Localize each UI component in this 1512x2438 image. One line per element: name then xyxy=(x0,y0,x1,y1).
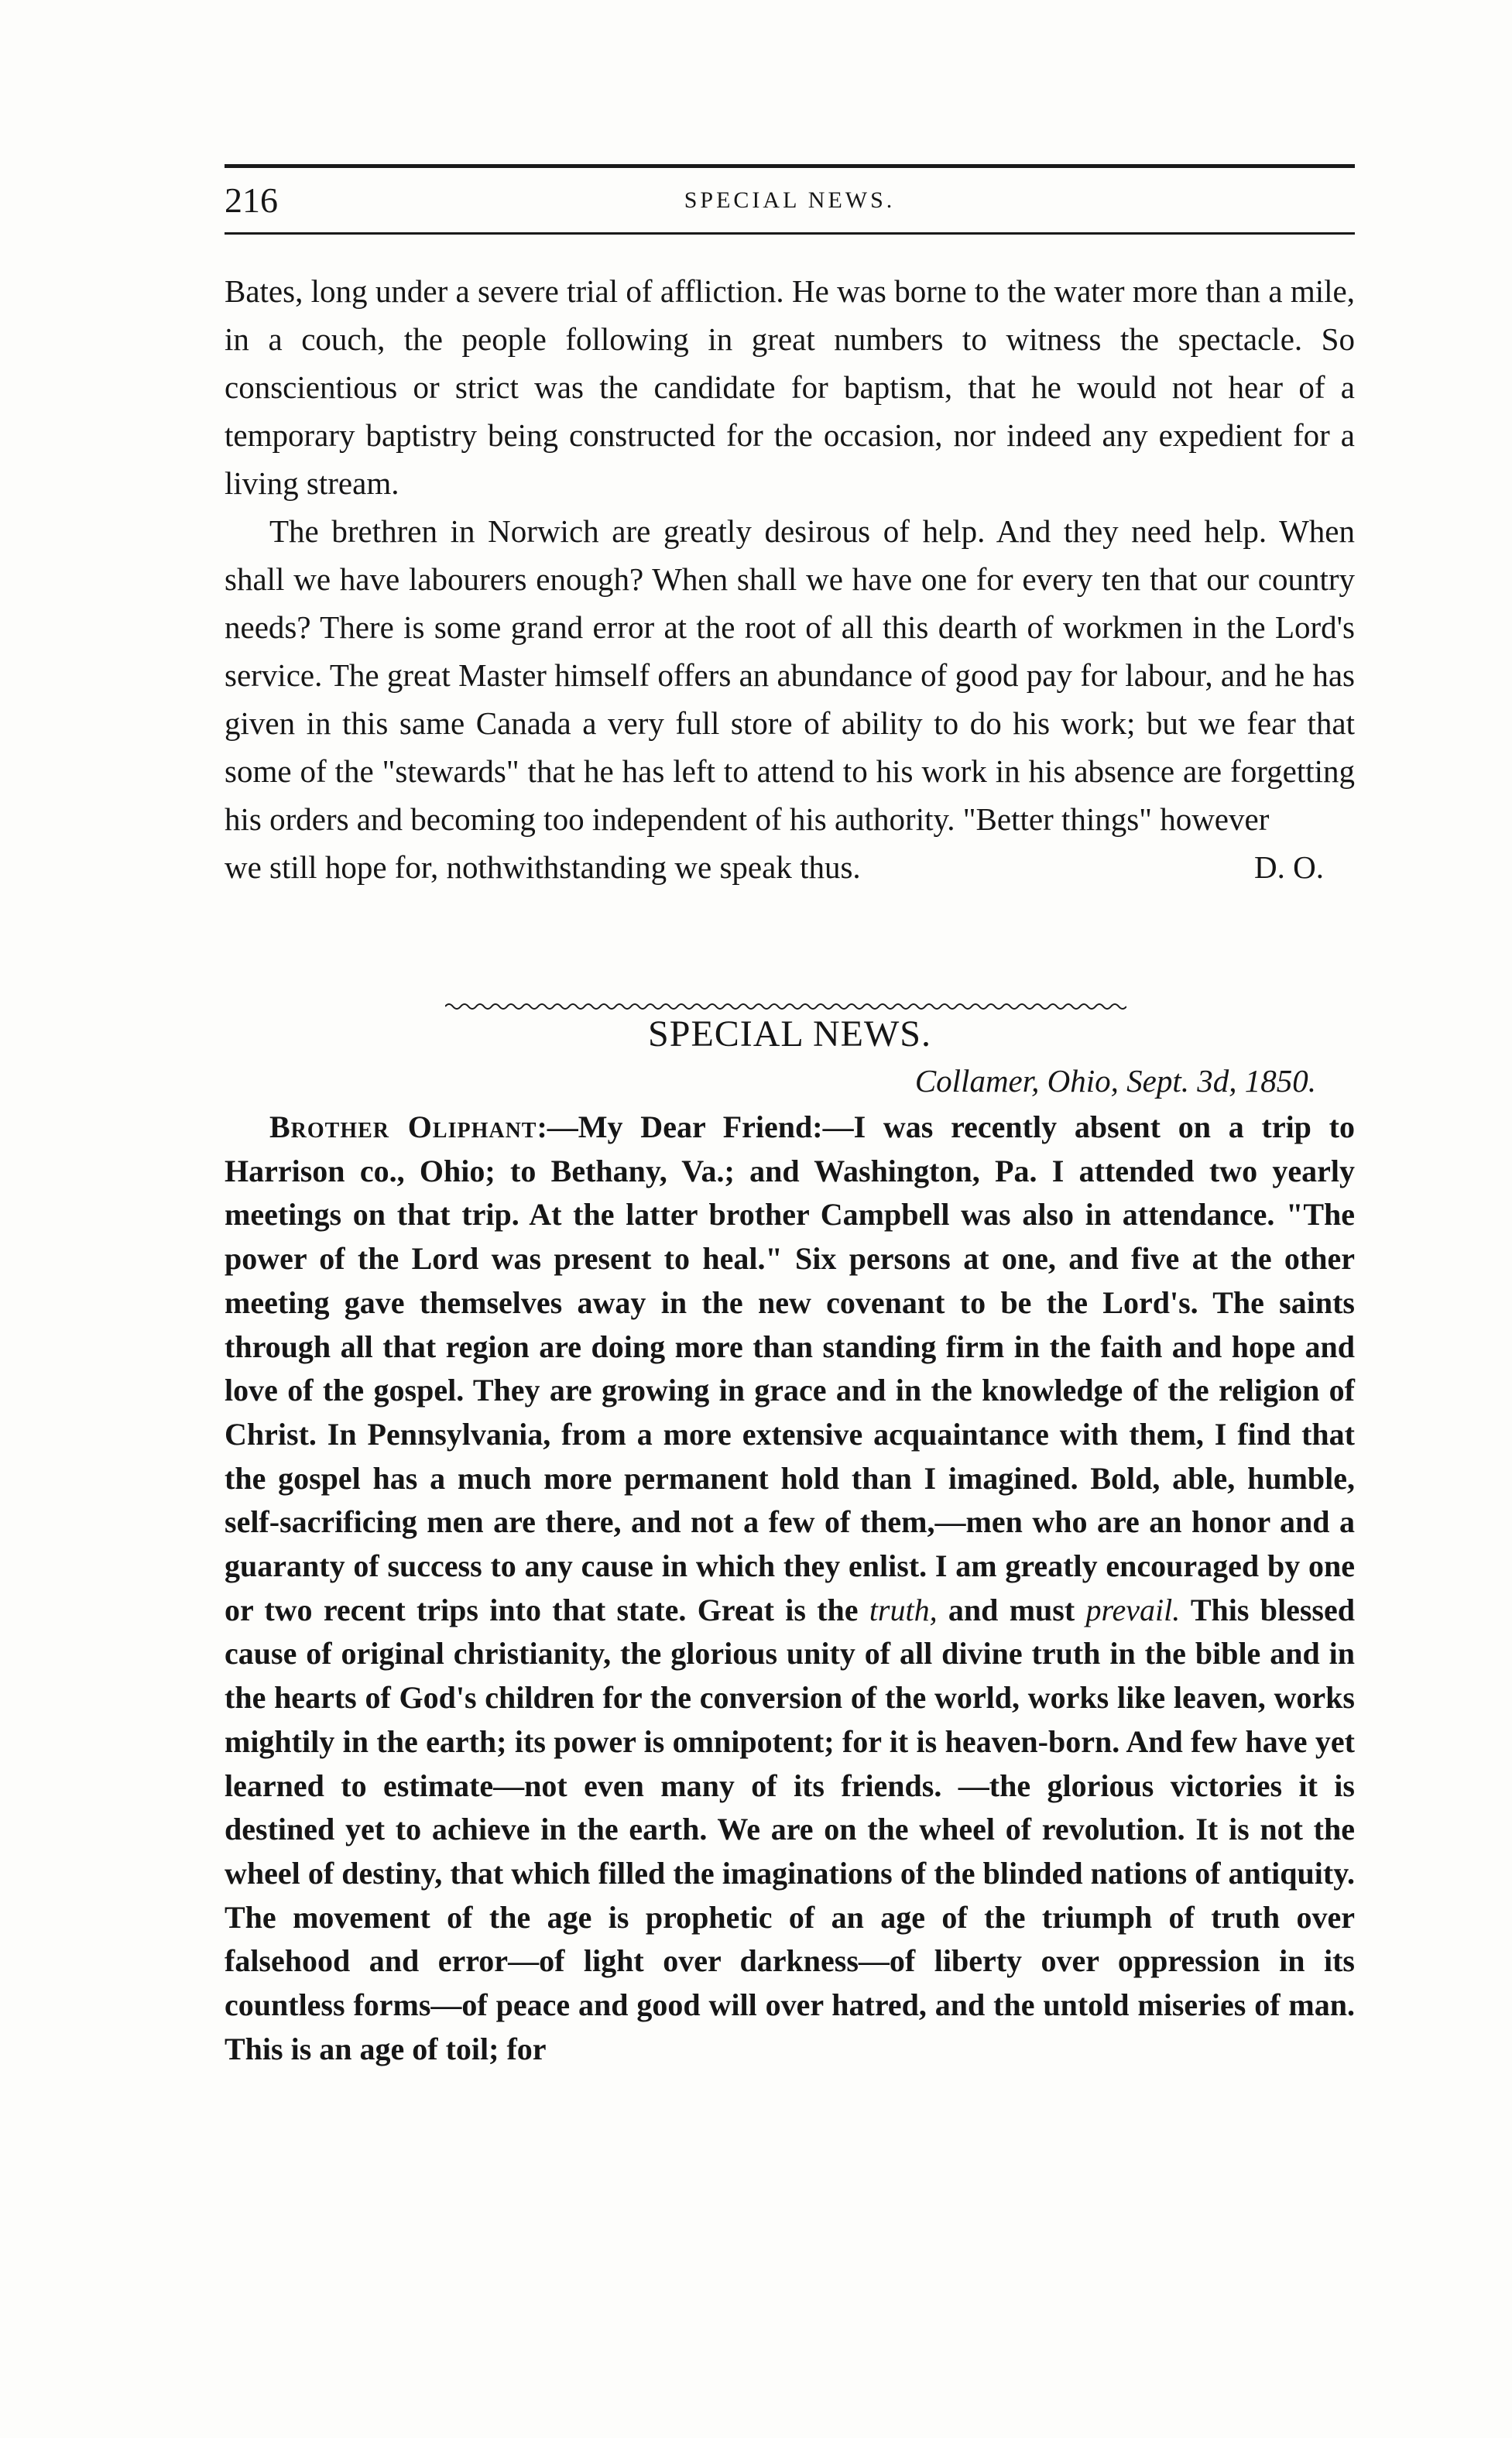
letter-text-2: and must xyxy=(937,1592,1086,1627)
header-bottom-rule xyxy=(225,232,1355,235)
header-top-rule xyxy=(225,164,1355,168)
running-head: SPECIAL NEWS. xyxy=(684,187,896,213)
closing-text: we still hope for, nothwithstanding we speak thus. xyxy=(225,849,861,885)
dateline: Collamer, Ohio, Sept. 3d, 1850. xyxy=(914,1063,1316,1099)
word-truth: truth, xyxy=(869,1592,938,1627)
letter-text-3: This blessed cause of original christianity, the glorious unity of all divine truth in the bible and in the hearts of God's children for the conversion of the world, works like leaven, works mightily in the earth; its power is omnipotent; for it is heaven-born. And few have yet learned to estimate—not even many of its friends. —the glorious victories it is destined yet to achieve in the earth. We are on the wheel of revolution. It is not the wheel of destiny, that which filled the imaginations of the blinded nations of antiquity. The movement of the age is prophetic of an age of the triumph of truth over falsehood and error—of light over darkness—of liberty over oppression in its countless forms—of peace and good will over hatred, and the untold miseries of man. This is an age of toil; for xyxy=(225,1592,1356,2066)
signature: D. O. xyxy=(1254,849,1324,885)
word-prevail: prevail. xyxy=(1085,1592,1181,1627)
continued-article xyxy=(225,267,1355,891)
section-title: SPECIAL NEWS. xyxy=(648,1013,931,1054)
letter-body xyxy=(225,1106,1355,2071)
letter-text-1: :—My Dear Friend:—I was recently absent on a trip to Harrison co., Ohio; to Bethany, Va.; and Washington, Pa. I attended two yearly meetings on that trip. At the latter brother Campbell was also in attendance. "The power of the Lord was present to heal." Six persons at one, and five at the other meeting gave themselves away in the new covenant to be the Lord's. The saints through all that region are doing more than standing firm in the faith and hope and love of the gospel. They are growing in grace and in the knowledge of the religion of Christ. In Pennsylvania, from a more extensive acquaintance with them, I find that the gospel has a much more permanent hold than I imagined. Bold, able, humble, self-sacrificing men are there, and not a few of them,—men who are an honor and a guaranty of success to any cause in which they enlist. I am greatly encouraged by one or two recent trips into that state. Great is the xyxy=(225,1109,1356,1627)
paragraph-norwich: The brethren in Norwich are greatly desirous of help. And they need help. When shall we have labourers enough? When shall we have one for every ten that our country needs? There is some grand error at the root of all this dearth of workmen in the Lord's service. The great Master himself offers an abundance of good pay for labour, and he has given in this same Canada a very full store of ability to do his work; but we fear that some of the "stewards" that he has left to attend to his work in his absence are forgetting his orders and becoming too independent of his authority. "Better things" however xyxy=(225,513,1355,837)
paragraph-bates: Bates, long under a severe trial of affliction. He was borne to the water more than a mile, in a couch, the people following in great numbers to witness the spectacle. So conscientious or strict was the candidate for baptism, that he would not hear of a temporary baptistry being constructed for the occasion, nor indeed any expedient for a living stream. xyxy=(225,273,1355,501)
wavy-divider xyxy=(445,1001,1126,1012)
salutation: Brother Oliphant xyxy=(269,1109,537,1144)
letter-paragraph xyxy=(225,1106,1355,2071)
page-number: 216 xyxy=(225,180,278,220)
closing-line xyxy=(225,843,1355,891)
page-header xyxy=(225,180,1355,226)
